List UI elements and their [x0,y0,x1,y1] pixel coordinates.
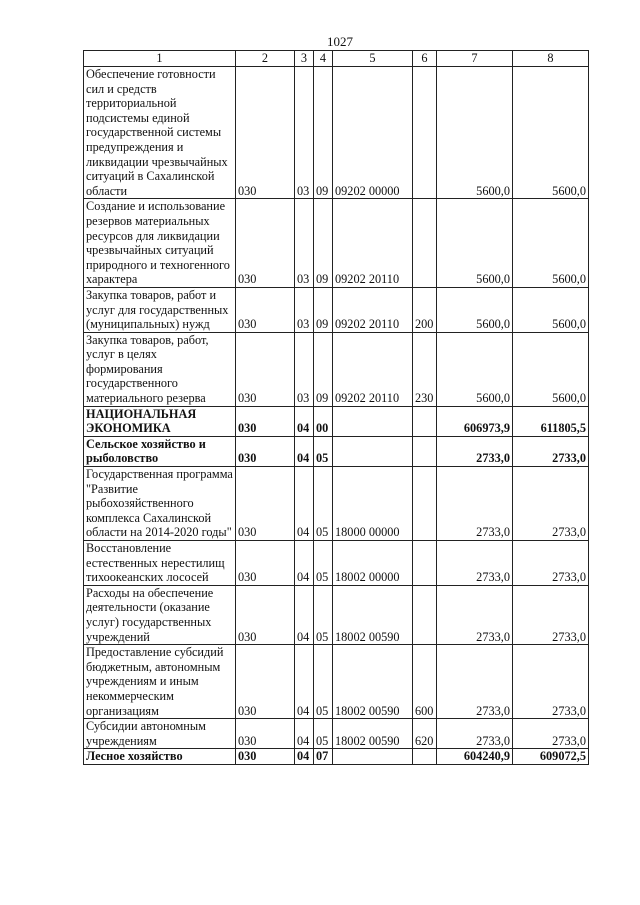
row-expense-type-cell: 620 [413,719,437,749]
row-sum-year1-cell: 604240,9 [437,749,513,765]
row-target-cell: 18002 00590 [333,719,413,749]
row-code-cell: 030 [236,585,295,644]
table-row [84,467,589,541]
row-expense-type-cell [413,749,437,765]
table-row [84,332,589,406]
row-code-cell: 030 [236,332,295,406]
row-section-cell: 03 [295,287,314,332]
row-subsection-cell: 05 [314,467,333,541]
row-sum-year2-cell: 2733,0 [513,436,589,466]
row-name-cell: НАЦИОНАЛЬНАЯ ЭКОНОМИКА [84,406,236,436]
row-sum-year2-cell: 5600,0 [513,67,589,199]
row-name-cell: Расходы на обеспечение деятельности (оказание услуг) государственных учреждений [84,585,236,644]
row-sum-year1-cell: 2733,0 [437,467,513,541]
row-code-cell: 030 [236,67,295,199]
row-sum-year2-cell: 5600,0 [513,199,589,288]
row-name-cell: Сельское хозяйство и рыболовство [84,436,236,466]
row-expense-type-cell [413,541,437,586]
row-section-cell: 03 [295,332,314,406]
row-expense-type-cell [413,467,437,541]
row-code-cell: 030 [236,749,295,765]
column-header: 2 [236,51,295,67]
row-target-cell: 18002 00590 [333,585,413,644]
table-row [84,719,589,749]
row-subsection-cell: 05 [314,585,333,644]
row-section-cell: 04 [295,585,314,644]
column-header: 6 [413,51,437,67]
row-sum-year1-cell: 5600,0 [437,332,513,406]
row-subsection-cell: 07 [314,749,333,765]
column-header: 1 [84,51,236,67]
row-subsection-cell: 00 [314,406,333,436]
row-code-cell: 030 [236,541,295,586]
row-name-cell: Предоставление субсидий бюджетным, автономным учреждениям и иным некоммерческим организациям [84,645,236,719]
row-sum-year1-cell: 606973,9 [437,406,513,436]
table-body [84,51,589,765]
table-row [84,287,589,332]
row-code-cell: 030 [236,406,295,436]
row-target-cell: 09202 20110 [333,199,413,288]
row-sum-year2-cell: 5600,0 [513,287,589,332]
row-code-cell: 030 [236,719,295,749]
table-row [84,645,589,719]
row-sum-year2-cell: 611805,5 [513,406,589,436]
table-row [84,199,589,288]
row-sum-year1-cell: 2733,0 [437,585,513,644]
row-expense-type-cell [413,67,437,199]
row-target-cell [333,436,413,466]
row-section-cell: 04 [295,645,314,719]
column-header: 8 [513,51,589,67]
row-name-cell: Закупка товаров, работ и услуг для государственных (муниципальных) нужд [84,287,236,332]
row-section-cell: 04 [295,749,314,765]
row-name-cell: Государственная программа "Развитие рыбохозяйственного комплекса Сахалинской области на 2014-2020 годы" [84,467,236,541]
row-target-cell: 09202 20110 [333,332,413,406]
row-code-cell: 030 [236,199,295,288]
row-subsection-cell: 05 [314,719,333,749]
row-section-cell: 04 [295,436,314,466]
row-target-cell: 09202 00000 [333,67,413,199]
row-subsection-cell: 05 [314,541,333,586]
row-target-cell: 09202 20110 [333,287,413,332]
table-row [84,67,589,199]
row-expense-type-cell [413,406,437,436]
row-sum-year2-cell: 2733,0 [513,585,589,644]
row-sum-year2-cell: 2733,0 [513,719,589,749]
row-section-cell: 04 [295,406,314,436]
row-sum-year2-cell: 5600,0 [513,332,589,406]
row-sum-year2-cell: 2733,0 [513,645,589,719]
row-name-cell: Обеспечение готовности сил и средств территориальной подсистемы единой государственной системы предупреждения и ликвидации чрезвычайных ситуаций в Сахалинской области [84,67,236,199]
row-sum-year1-cell: 2733,0 [437,541,513,586]
row-name-cell: Субсидии автономным учреждениям [84,719,236,749]
row-subsection-cell: 09 [314,199,333,288]
row-section-cell: 04 [295,541,314,586]
row-subsection-cell: 09 [314,332,333,406]
row-sum-year1-cell: 2733,0 [437,436,513,466]
row-sum-year1-cell: 5600,0 [437,287,513,332]
row-sum-year2-cell: 609072,5 [513,749,589,765]
row-sum-year1-cell: 2733,0 [437,645,513,719]
row-target-cell: 18002 00590 [333,645,413,719]
table-row [84,406,589,436]
row-section-cell: 04 [295,719,314,749]
column-header: 4 [314,51,333,67]
table-row [84,585,589,644]
page-number: 1027 [327,34,353,49]
row-sum-year1-cell: 5600,0 [437,199,513,288]
table-row [84,749,589,765]
row-expense-type-cell: 600 [413,645,437,719]
row-target-cell [333,406,413,436]
column-header: 7 [437,51,513,67]
row-name-cell: Восстановление естественных нерестилищ тихоокеанских лососей [84,541,236,586]
row-target-cell: 18002 00000 [333,541,413,586]
row-expense-type-cell [413,585,437,644]
row-sum-year2-cell: 2733,0 [513,467,589,541]
row-subsection-cell: 05 [314,436,333,466]
row-section-cell: 03 [295,67,314,199]
header-row [84,51,589,67]
row-code-cell: 030 [236,436,295,466]
row-sum-year2-cell: 2733,0 [513,541,589,586]
row-name-cell: Создание и использование резервов материальных ресурсов для ликвидации чрезвычайных ситуаций природного и техногенного характера [84,199,236,288]
row-target-cell: 18000 00000 [333,467,413,541]
row-name-cell: Закупка товаров, работ, услуг в целях формирования государственного материального резерва [84,332,236,406]
row-expense-type-cell: 200 [413,287,437,332]
row-target-cell [333,749,413,765]
row-code-cell: 030 [236,645,295,719]
row-subsection-cell: 09 [314,67,333,199]
table-row [84,436,589,466]
row-expense-type-cell [413,436,437,466]
column-header: 3 [295,51,314,67]
row-sum-year1-cell: 2733,0 [437,719,513,749]
row-subsection-cell: 09 [314,287,333,332]
row-name-cell: Лесное хозяйство [84,749,236,765]
row-code-cell: 030 [236,287,295,332]
budget-table [83,50,589,765]
row-sum-year1-cell: 5600,0 [437,67,513,199]
column-header: 5 [333,51,413,67]
row-section-cell: 04 [295,467,314,541]
row-section-cell: 03 [295,199,314,288]
row-expense-type-cell [413,199,437,288]
row-code-cell: 030 [236,467,295,541]
table-row [84,541,589,586]
row-subsection-cell: 05 [314,645,333,719]
row-expense-type-cell: 230 [413,332,437,406]
